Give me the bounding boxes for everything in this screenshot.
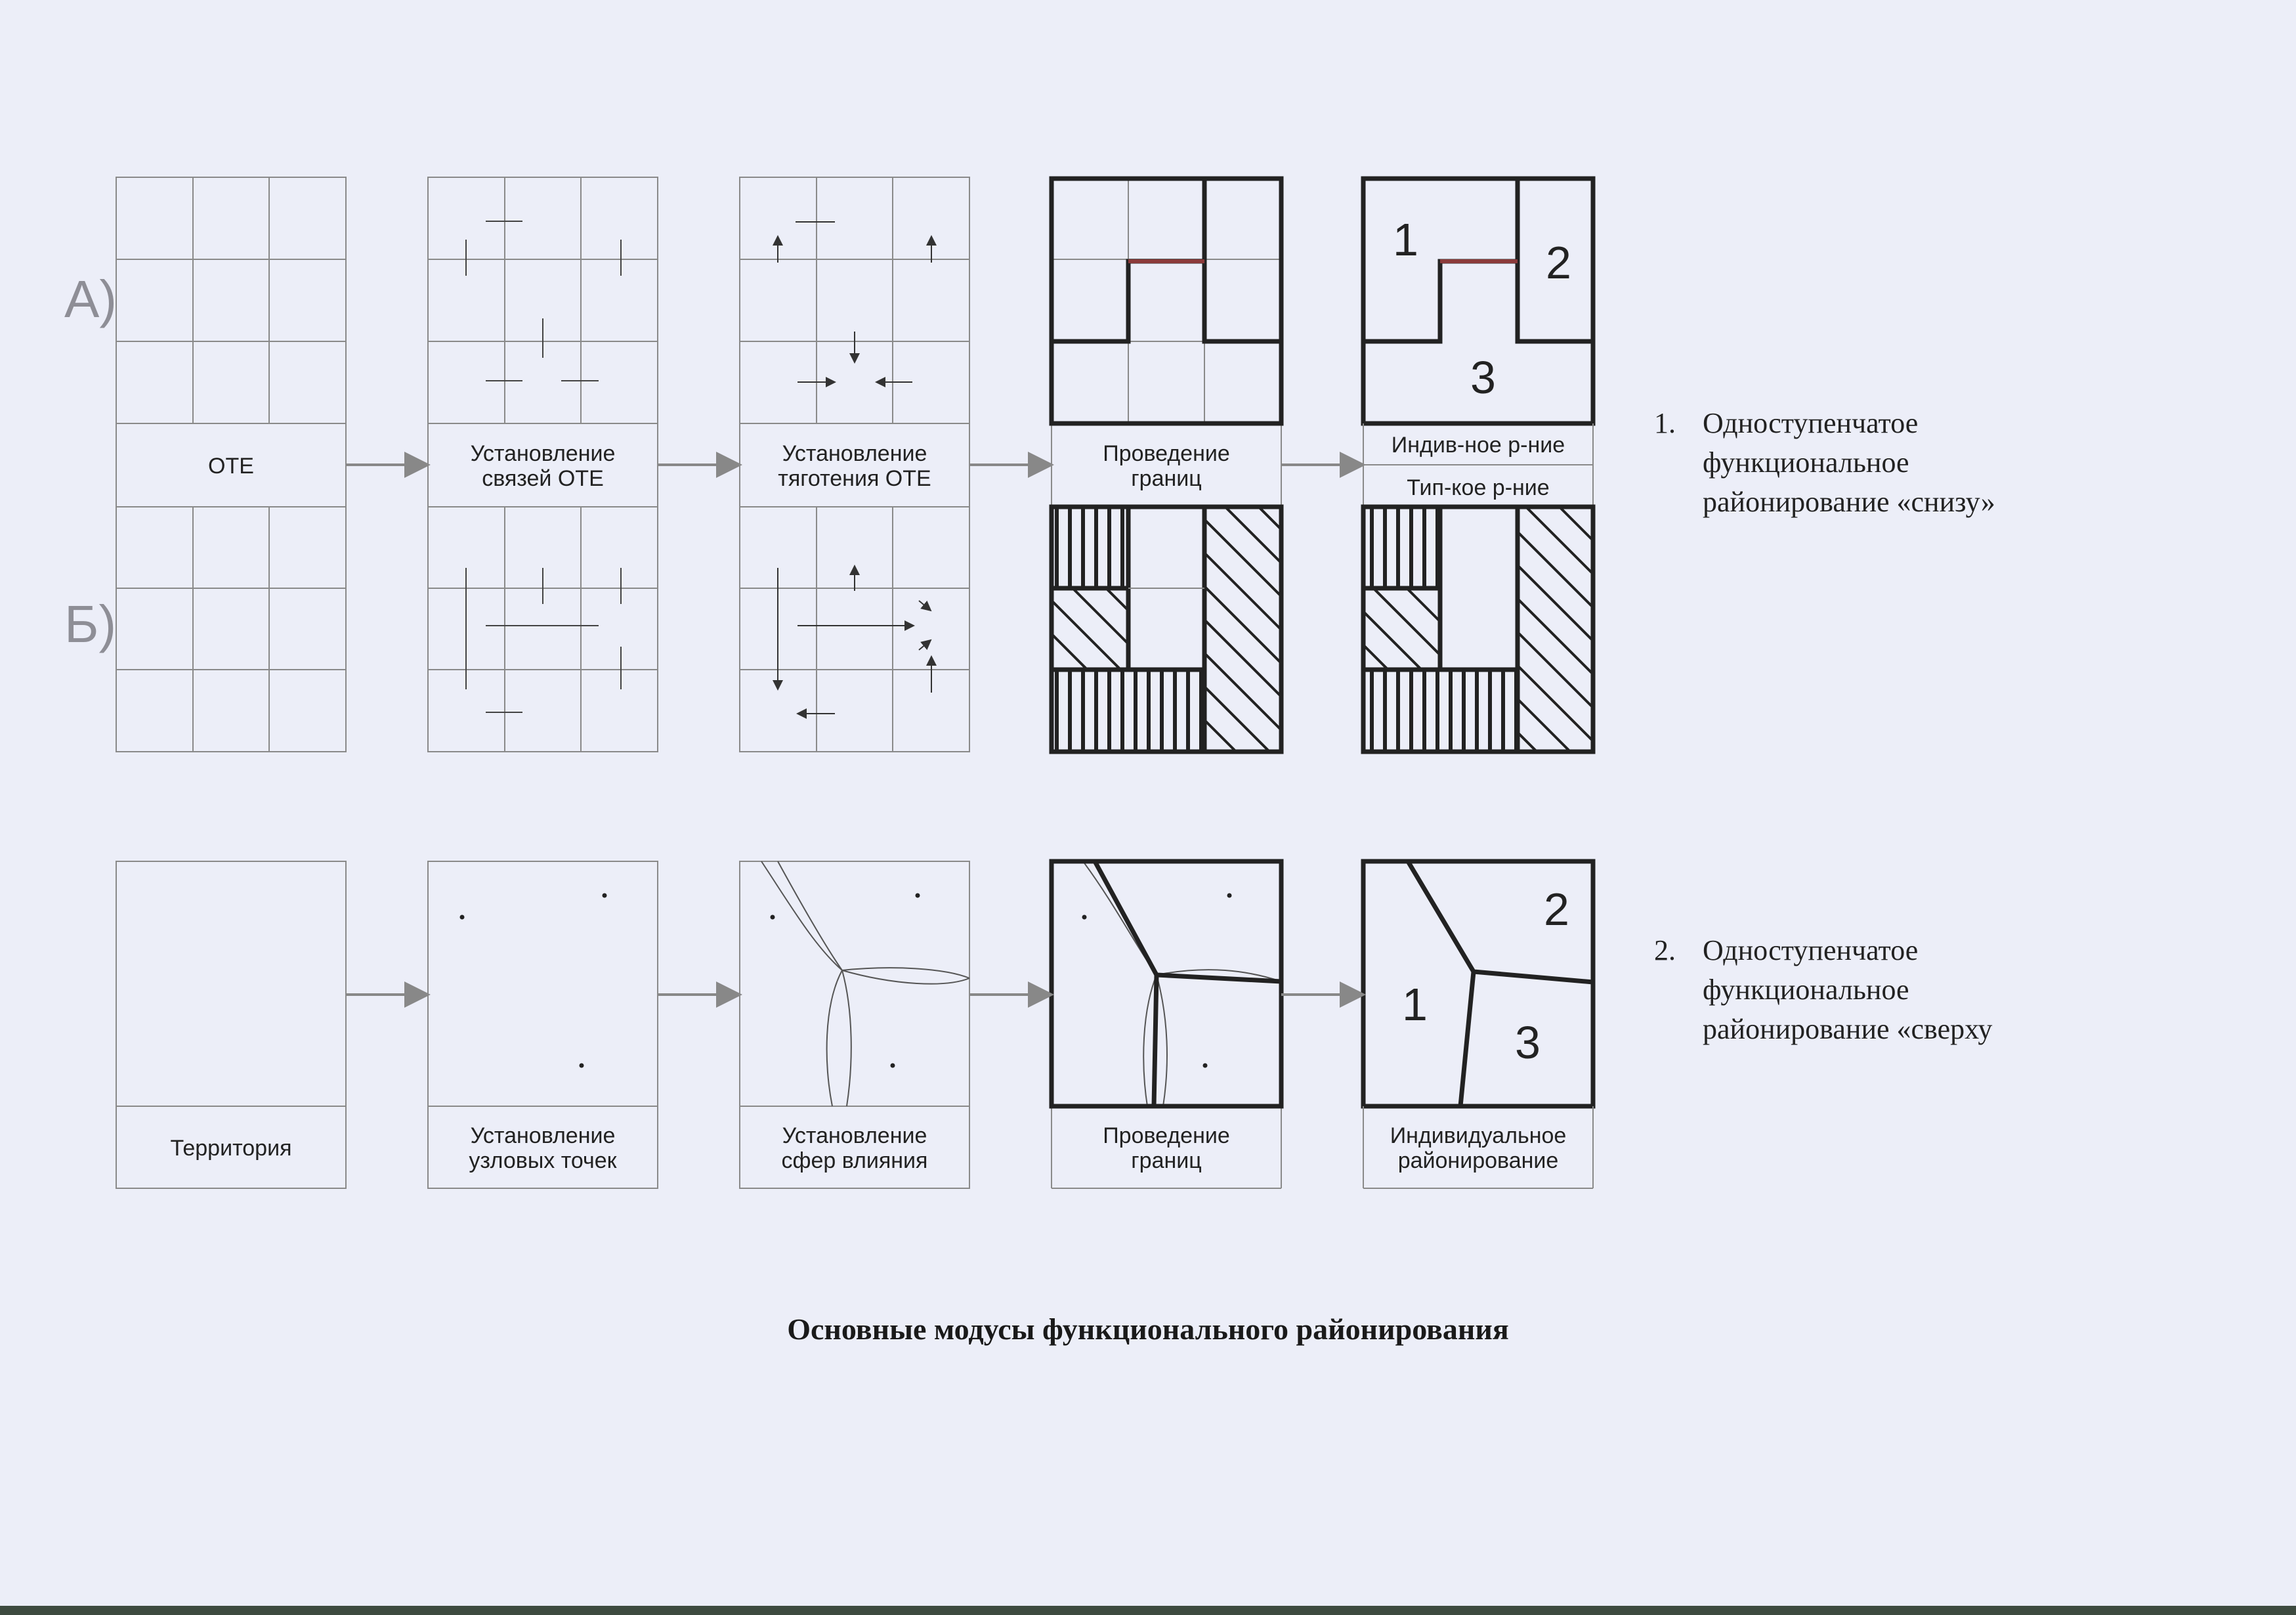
legend-item-2-number: 2.: [1654, 934, 1676, 966]
region-number-2-top: 2: [1546, 237, 1571, 288]
node-points: [460, 894, 607, 1068]
label-spheres: Установление сфер влияния: [781, 1123, 928, 1173]
label-links: Установление связей ОТЕ: [470, 441, 616, 491]
region-number-1-top: 1: [1393, 214, 1418, 265]
section-a-label: А): [64, 270, 117, 328]
region-number-1-bottom: 1: [1402, 979, 1428, 1030]
sphere-curves: [761, 861, 969, 1106]
legend-item-2-line-2: функциональное: [1703, 974, 1909, 1006]
label-territory: Территория: [170, 1136, 292, 1161]
scan-bottom-edge: [0, 1606, 2296, 1615]
legend-item-1-line-2: функциональное: [1703, 446, 1909, 479]
borders-top-regions: [1052, 179, 1281, 423]
region-number-3-bottom: 3: [1515, 1017, 1541, 1068]
label-bottom-borders: Проведение границ: [1103, 1123, 1230, 1173]
section-b-label: Б): [64, 595, 117, 653]
legend-item-2: [1654, 931, 2114, 1062]
label-nodes: Установление узловых точек: [469, 1123, 617, 1173]
label-ote: ОТЕ: [208, 454, 254, 479]
panel-typological-bottom: [1363, 507, 1593, 752]
region-number-3-top: 3: [1470, 352, 1496, 403]
legend-item-1: [1654, 404, 2114, 535]
label-individual-short: Индив-ное р-ние: [1391, 433, 1565, 458]
label-top-borders: Проведение границ: [1103, 441, 1230, 491]
legend-item-1-line-1: Одноступенчатое: [1703, 407, 1919, 439]
legend-item-2-line-3: районирование «сверху: [1703, 1013, 1993, 1045]
borders-typological-regions: [1052, 507, 1281, 752]
legend-item-2-line-1: Одноступенчатое: [1703, 934, 1919, 966]
legend-item-1-number: 1.: [1654, 407, 1676, 439]
region-number-2-bottom: 2: [1544, 884, 1569, 935]
legend-item-1-line-3: районирование «снизу»: [1703, 486, 1995, 518]
label-bottom-individual: Индивидуальное районирование: [1390, 1123, 1567, 1173]
label-gravity: Установление тяготения ОТЕ: [778, 441, 931, 491]
label-typological-short: Тип-кое р-ние: [1407, 475, 1550, 500]
figure-caption: Основные модусы функционального районирования: [787, 1312, 1509, 1346]
